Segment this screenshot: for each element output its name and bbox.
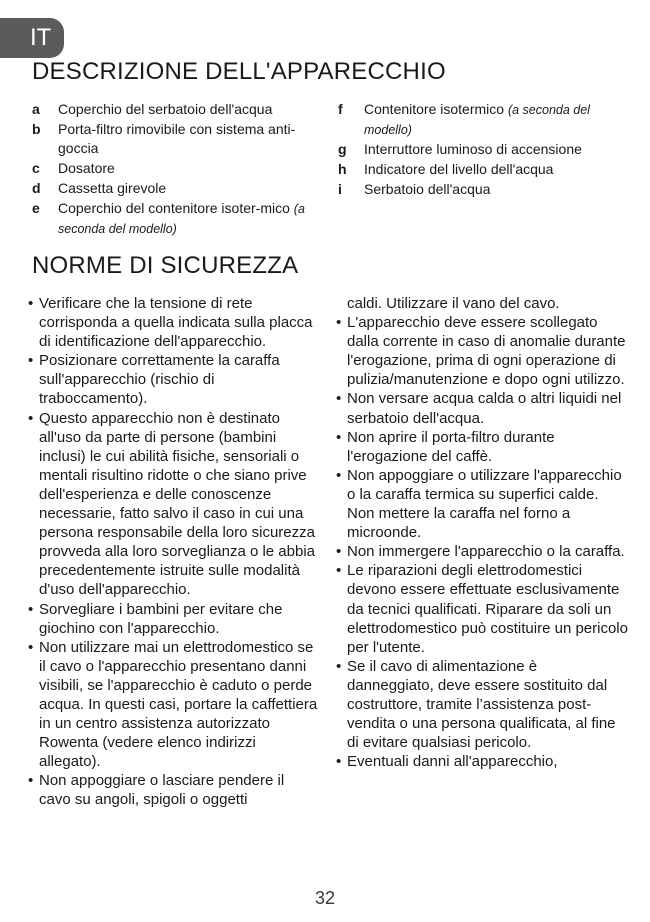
safety-text: Non appoggiare o lasciare pendere il cavo su angoli, spigoli o oggetti xyxy=(39,772,285,809)
safety-text: Sorvegliare i bambini per evitare che giochino con l'apparecchio. xyxy=(39,600,283,637)
safety-item xyxy=(28,294,318,351)
safety-text: Non versare acqua calda o altri liquidi nel serbatoio dell'acqua. xyxy=(347,390,622,427)
safety-text: Eventuali danni all'apparecchio, xyxy=(347,753,558,771)
part-letter: e xyxy=(32,200,40,216)
description-title: DESCRIZIONE DELL'APPARECCHIO xyxy=(32,58,446,85)
safety-item xyxy=(336,389,628,427)
bullet-dot-icon: • xyxy=(336,314,342,332)
safety-text: Verificare che la tensione di rete corrisponda a quella indicata sulla placca di identificazione dell'apparecchio. xyxy=(39,295,313,351)
bullet-dot-icon: • xyxy=(28,600,34,618)
part-letter: i xyxy=(338,181,342,197)
bullet-dot-icon: • xyxy=(336,562,342,580)
parts-list-right xyxy=(338,100,628,200)
safety-text: Questo apparecchio non è destinato all'uso da parte di persone (bambini inclusi) le cui abilità fisiche, sensoriali o mentali risultino ridotte o che siano prive dell'esperienza e delle conoscenze necessarie, fatto salvo il caso in cui una persona responsabile della loro sicurezza provveda alla loro sorveglianza o le abbia precedentemente istruite sulle modalità d'uso dell'apparecchio. xyxy=(39,409,316,599)
safety-item xyxy=(28,351,318,408)
bullet-dot-icon: • xyxy=(28,295,34,312)
safety-list-left xyxy=(28,294,318,810)
part-letter: h xyxy=(338,161,347,177)
part-item xyxy=(32,100,314,120)
part-text: Dosatore xyxy=(58,160,115,176)
page-number: 32 xyxy=(314,888,336,908)
safety-item xyxy=(28,600,318,638)
part-text: Cassetta girevole xyxy=(58,180,167,196)
part-text: Porta-filtro rimovibile con sistema anti-goccia xyxy=(58,121,296,156)
safety-text: Non utilizzare mai un elettrodomestico se il cavo o l'apparecchio presentano danni visibili, se l'apparecchio è caduto o perde acqua. In questi casi, portare la caffettiera in un centro assistenza autorizzato Rowenta (vedere elenco indirizzi allegato). xyxy=(39,638,318,771)
safety-item xyxy=(28,409,318,600)
safety-text: L'apparecchio deve essere scollegato dalla corrente in caso di anomalie durante l'erogazione, prima di ogni operazione di pulizia/manutenzione e dopo ogni utilizzo. xyxy=(347,314,626,389)
part-text: Serbatoio dell'acqua xyxy=(364,181,491,197)
part-item xyxy=(32,179,314,199)
part-text: Coperchio del serbatoio dell'acqua xyxy=(58,101,273,117)
part-item xyxy=(32,159,314,179)
part-letter: d xyxy=(32,180,41,196)
safety-item xyxy=(336,542,628,561)
safety-text: Non appoggiare o utilizzare l'apparecchio o la caraffa termica su superfici calde. Non mettere la caraffa nel forno a microonde. xyxy=(347,466,622,542)
part-letter: g xyxy=(338,141,347,157)
safety-item xyxy=(336,428,628,466)
safety-item xyxy=(28,638,318,772)
bullet-dot-icon: • xyxy=(28,409,34,427)
bullet-dot-icon: • xyxy=(336,390,342,408)
bullet-dot-icon: • xyxy=(336,466,342,484)
safety-item xyxy=(28,771,318,809)
safety-text: Le riparazioni degli elettrodomestici devono essere effettuate esclusivamente da tecnici qualificati. Riparare da soli un elettrodomestico può costituire un pericolo per l'utente. xyxy=(347,562,628,656)
safety-item xyxy=(336,561,628,656)
bullet-dot-icon: • xyxy=(336,428,342,446)
part-item xyxy=(338,180,628,200)
part-item xyxy=(32,120,314,159)
part-letter: c xyxy=(32,160,40,176)
safety-item xyxy=(336,313,628,389)
bullet-dot-icon: • xyxy=(336,657,342,675)
part-text: Coperchio del contenitore isoter-mico (a seconda del modello) xyxy=(58,200,305,236)
bullet-dot-icon: • xyxy=(336,543,342,561)
language-tab: IT xyxy=(0,18,64,58)
parts-list-left xyxy=(32,100,314,239)
safety-item xyxy=(336,657,628,752)
bullet-dot-icon: • xyxy=(336,753,342,771)
part-item xyxy=(338,100,628,140)
bullet-dot-icon: • xyxy=(28,638,34,656)
safety-text: Non aprire il porta-filtro durante l'erogazione del caffè. xyxy=(347,428,555,465)
part-text: Contenitore isotermico (a seconda del modello) xyxy=(364,101,590,137)
safety-text: Non immergere l'apparecchio o la caraffa. xyxy=(347,543,625,561)
safety-item xyxy=(336,466,628,542)
safety-text: Se il cavo di alimentazione è danneggiato, deve essere sostituito dal costruttore, tramite l’assistenza post-vendita o una persona qualificata, al fine di evitare qualsiasi pericolo. xyxy=(347,657,616,752)
part-letter: f xyxy=(338,101,343,117)
bullet-dot-icon: • xyxy=(28,772,34,790)
part-text: Indicatore del livello dell'acqua xyxy=(364,161,554,177)
part-item xyxy=(32,199,314,239)
part-item xyxy=(338,160,628,180)
safety-item xyxy=(336,752,628,771)
part-letter: a xyxy=(32,101,40,117)
part-item xyxy=(338,140,628,160)
safety-title: NORME DI SICUREZZA xyxy=(32,252,299,279)
safety-continuation-text: caldi. Utilizzare il vano del cavo. xyxy=(347,295,560,312)
bullet-dot-icon: • xyxy=(28,352,34,370)
part-text: Interruttore luminoso di accensione xyxy=(364,141,582,157)
safety-list-right xyxy=(336,294,628,771)
safety-text: Posizionare correttamente la caraffa sull'apparecchio (rischio di traboccamento). xyxy=(39,352,280,408)
part-letter: b xyxy=(32,121,41,137)
